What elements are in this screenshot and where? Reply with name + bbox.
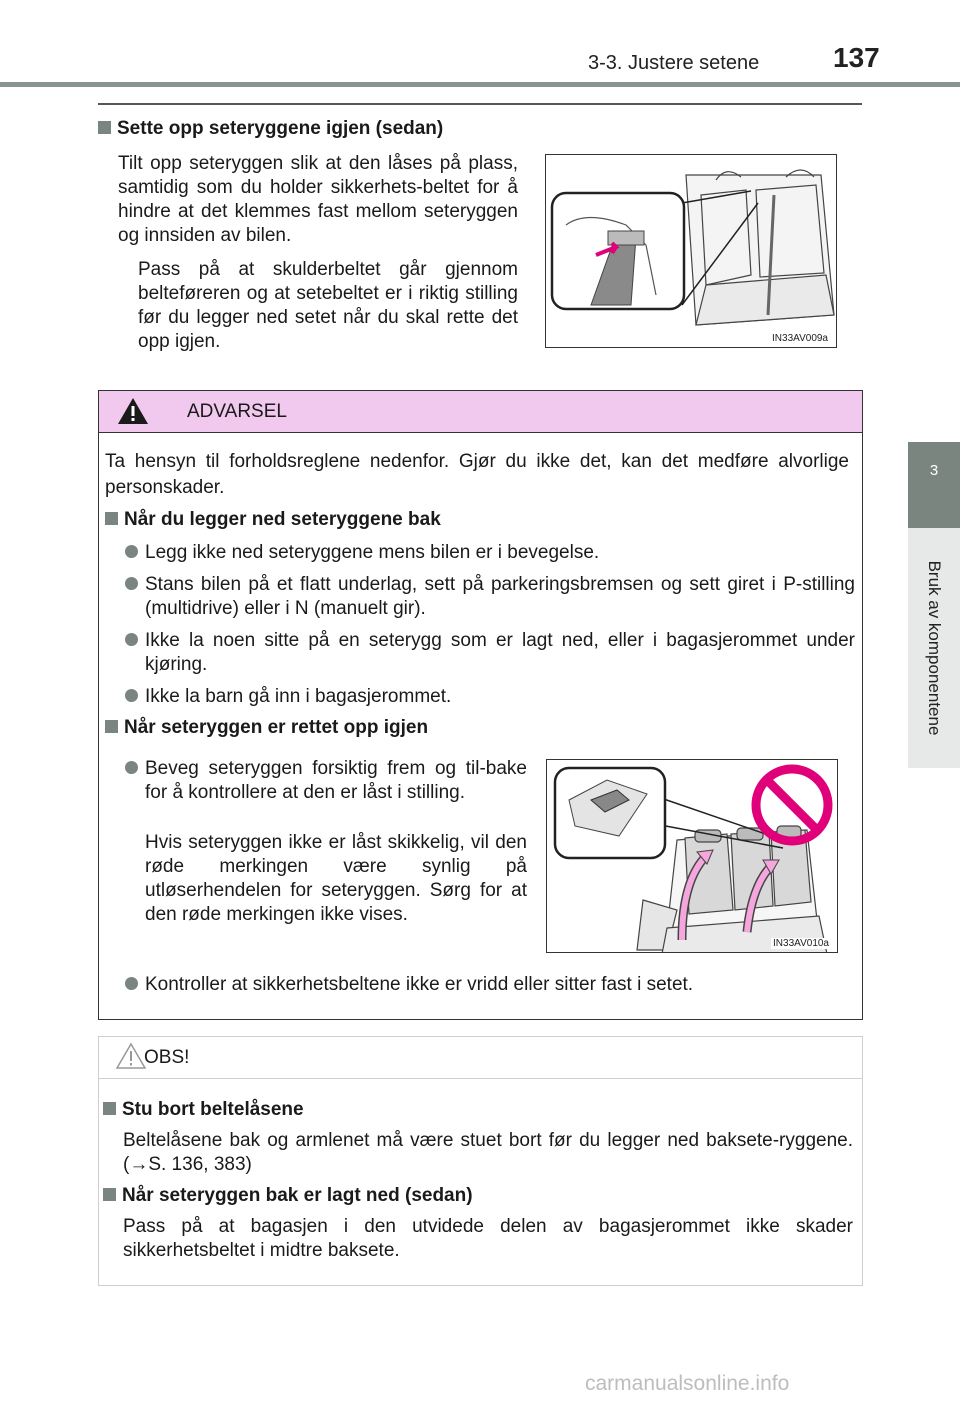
notice-sub2-text: Pass på at bagasjen i den utvidede delen av bagasjerommet ikke skader sikkerhetsbeltet i midtre baksete. <box>123 1216 853 1261</box>
page-number: 137 <box>833 42 880 73</box>
warning-sub2-heading: Når seteryggen er rettet opp igjen <box>105 717 428 739</box>
figure-seatback-belt <box>545 154 837 348</box>
bullet-dot-icon <box>125 689 138 702</box>
seat-belt-illustration <box>546 155 837 348</box>
warning-title: ADVARSEL <box>187 401 287 422</box>
section-title: 3-3. Justere setene <box>588 52 760 74</box>
intro-text: Tilt opp seteryggen slik at den låses på plass, samtidig som du holder sikkerhets-beltet for å hindre at det klemmes fast mellom seteryggen og innsiden av bilen. <box>118 153 518 246</box>
notice-title: OBS! <box>144 1047 190 1068</box>
list-item: Kontroller at sikkerhetsbeltene ikke er vridd eller sitter fast i setet. <box>145 973 855 997</box>
chapter-number: 3 <box>929 462 939 479</box>
warning-intro: Ta hensyn til forholdsreglene nedenfor. Gjør du ikke det, kan det medføre alvorlige personskader. <box>105 451 849 498</box>
watermark: carmanualsonline.info <box>585 1372 790 1395</box>
chapter-label: Bruk av komponentene <box>925 560 944 736</box>
square-bullet-icon <box>105 512 118 525</box>
square-bullet-icon <box>98 121 111 134</box>
square-bullet-icon <box>103 1102 116 1115</box>
header-rule <box>0 82 960 87</box>
seatback-lock-illustration <box>547 760 838 953</box>
notice-sub1-text: Beltelåsene bak og armlenet må være stuet bort før du legger ned baksete-ryggene. (→S. 136, 383) <box>123 1130 853 1175</box>
square-bullet-icon <box>103 1188 116 1201</box>
notice-box <box>98 1036 863 1286</box>
list-item: Ikke la barn gå inn i bagasjerommet. <box>145 685 855 709</box>
warning-header <box>99 391 862 433</box>
notice-sub2-heading: Når seteryggen bak er lagt ned (sedan) <box>103 1185 473 1207</box>
figure-seatback-lock <box>546 759 838 953</box>
content-top-rule <box>98 103 862 105</box>
list-item: Legg ikke ned seteryggene mens bilen er i bevegelse. <box>145 541 855 565</box>
figure-code: IN33AV009a <box>772 333 828 344</box>
bullet-dot-icon <box>125 633 138 646</box>
bullet-dot-icon <box>125 577 138 590</box>
section-heading: Sette opp seteryggene igjen (sedan) <box>98 118 443 140</box>
square-bullet-icon <box>105 720 118 733</box>
list-item: Ikke la noen sitte på en seterygg som er lagt ned, eller i bagasjerommet under kjøring. <box>145 629 855 677</box>
caution-triangle-icon <box>115 1041 147 1071</box>
notice-sub1-heading: Stu bort beltelåsene <box>103 1099 304 1121</box>
list-item: Stans bilen på et flatt underlag, sett på parkeringsbremsen og sett giret i P-stilling (multidrive) eller i N (manuelt gir). <box>145 573 855 621</box>
warning-box <box>98 390 863 1020</box>
chapter-tab <box>908 442 960 528</box>
list-item: Beveg seteryggen forsiktig frem og til-bake for å kontrollere at den er låst i stilling. <box>145 757 527 805</box>
warning-sub2-note: Hvis seteryggen ikke er låst skikkelig, vil den røde merkingen være synlig på utløserhendelen for seteryggen. Sørg for at den røde merkingen ikke vises. <box>145 832 527 925</box>
warning-triangle-icon <box>117 396 149 426</box>
notice-header <box>99 1037 862 1079</box>
warning-sub1-heading: Når du legger ned seteryggene bak <box>105 509 441 531</box>
bullet-dot-icon <box>125 545 138 558</box>
figure-code: IN33AV010a <box>773 938 829 949</box>
bullet-dot-icon <box>125 761 138 774</box>
bullet-dot-icon <box>125 977 138 990</box>
intro-note: Pass på at skulderbeltet går gjennom belteføreren og at setebeltet er i riktig stilling før du legger ned setet når du skal rette det opp igjen. <box>138 259 518 352</box>
